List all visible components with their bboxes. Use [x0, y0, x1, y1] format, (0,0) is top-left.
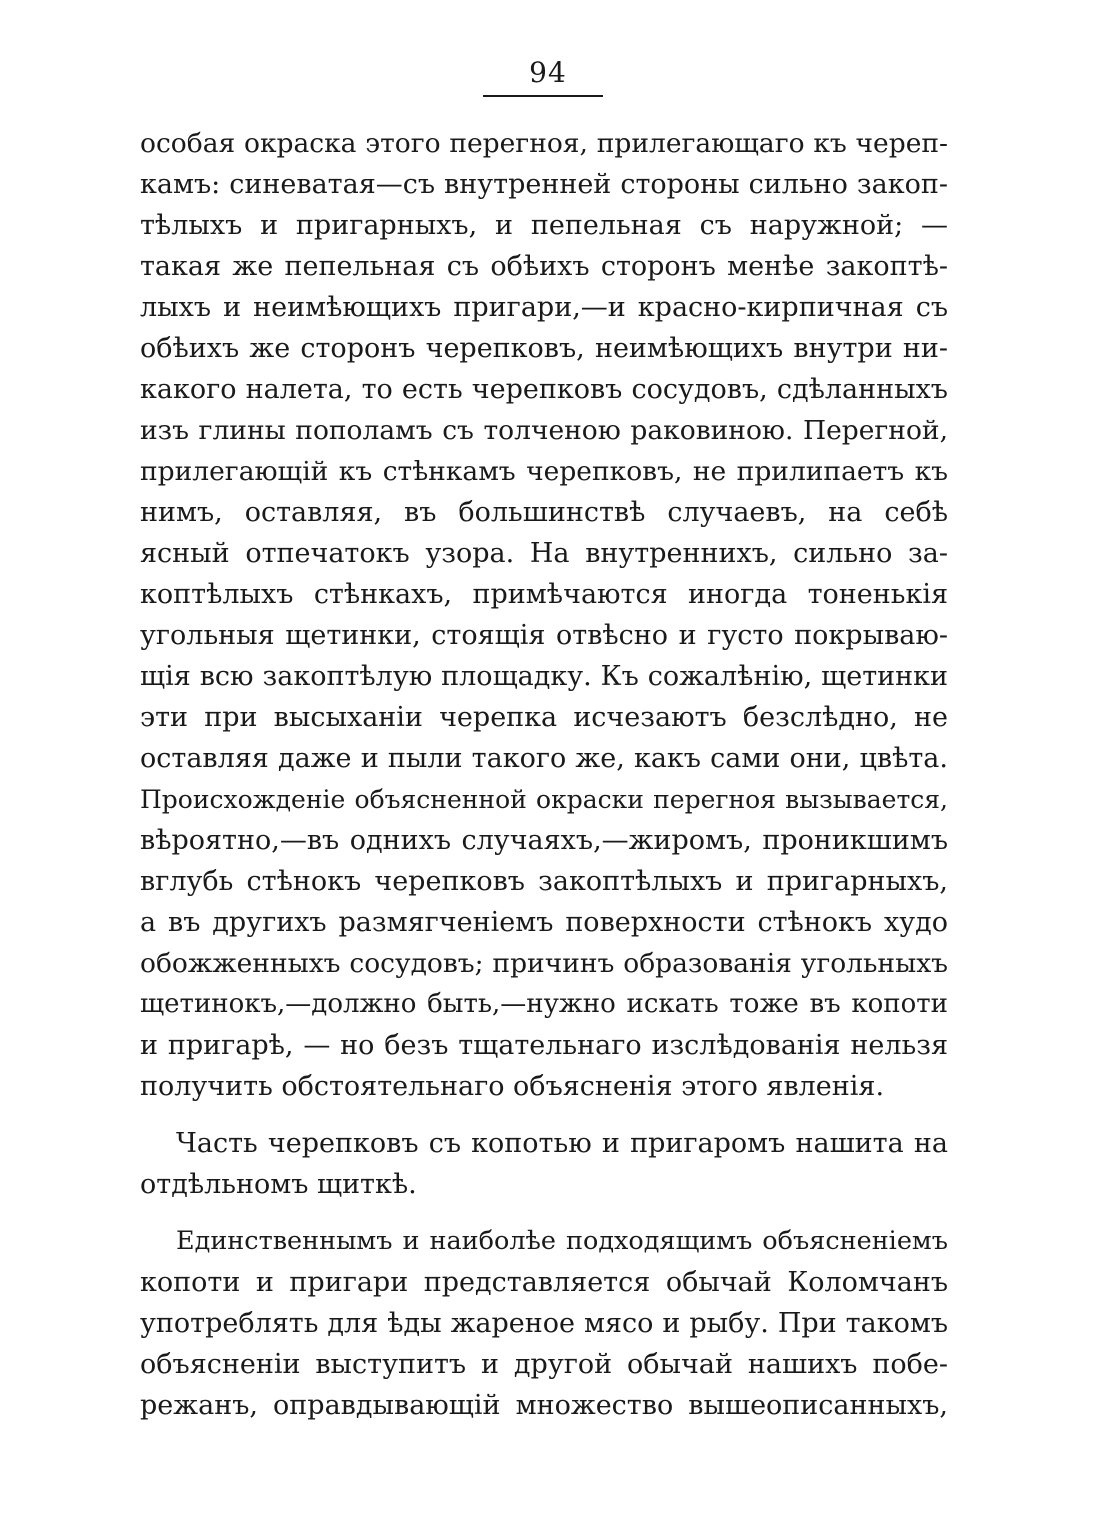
text-line: обѣихъ же сторонъ черепковъ, неимѣющихъ внутри ни-	[140, 333, 948, 364]
text-line: режанъ, оправдывающій множество вышеописанныхъ,	[140, 1390, 948, 1421]
text-line: обожженныхъ сосудовъ; причинъ образованія угольныхъ	[140, 948, 948, 979]
text-line: коптѣлыхъ стѣнкахъ, примѣчаются иногда тоненькія	[140, 579, 948, 610]
paragraph-gap	[140, 1107, 948, 1123]
text-line: и пригарѣ, — но безъ тщательнаго изслѣдованія нельзя	[140, 1030, 948, 1061]
text-line: особая окраска этого перегноя, прилегающаго къ череп-	[140, 128, 948, 159]
text-line: объясненіи выступитъ и другой обычай нашихъ побе-	[140, 1349, 948, 1380]
text-line: вглубь стѣнокъ черепковъ закоптѣлыхъ и пригарныхъ,	[140, 866, 948, 897]
text-line: Часть черепковъ съ копотью и пригаромъ нашита на	[176, 1128, 948, 1159]
body-text	[140, 123, 948, 1426]
text-line: оставляя даже и пыли такого же, какъ сами они, цвѣта.	[140, 743, 948, 774]
text-line: тѣлыхъ и пригарныхъ, и пепельная съ наружной; —	[140, 210, 948, 241]
text-line: камъ: синеватая—съ внутренней стороны сильно закоп-	[140, 169, 948, 200]
text-line: ясный отпечатокъ узора. На внутреннихъ, сильно за-	[140, 538, 948, 569]
text-line: щетинокъ,—должно быть,—нужно искать тоже въ копоти	[140, 989, 948, 1019]
paragraph	[140, 123, 948, 1107]
text-line: изъ глины пополамъ съ толченою раковиною. Перегной,	[140, 415, 948, 446]
text-line: отдѣльномъ щиткѣ.	[140, 1169, 417, 1200]
text-line: Происхожденіе объясненной окраски перегноя вызывается,	[140, 785, 948, 814]
header-rule	[483, 95, 603, 97]
text-line: Единственнымъ и наиболѣе подходящимъ объясненіемъ	[176, 1226, 948, 1256]
text-line: вѣроятно,—въ однихъ случаяхъ,—жиромъ, проникшимъ	[140, 825, 948, 856]
text-line: копоти и пригари представляется обычай Коломчанъ	[140, 1267, 948, 1298]
text-line: такая же пепельная съ обѣихъ сторонъ менѣе закоптѣ-	[140, 251, 948, 282]
text-line: а въ другихъ размягченіемъ поверхности стѣнокъ худо	[140, 907, 948, 938]
text-line: щія всю закоптѣлую площадку. Къ сожалѣнію, щетинки	[140, 661, 948, 692]
text-line: лыхъ и неимѣющихъ пригари,—и красно-кирпичная съ	[140, 292, 948, 323]
text-line: употреблять для ѣды жареное мясо и рыбу. При такомъ	[140, 1308, 948, 1339]
page-number: 94	[529, 56, 567, 89]
paragraph-gap	[140, 1205, 948, 1221]
text-line: угольныя щетинки, стоящія отвѣсно и густо покрываю-	[140, 620, 948, 651]
text-line: нимъ, оставляя, въ большинствѣ случаевъ, на себѣ	[140, 497, 948, 528]
text-line: прилегающій къ стѣнкамъ черепковъ, не прилипаетъ къ	[140, 456, 948, 487]
text-line: получить обстоятельнаго объясненія этого явленія.	[140, 1071, 885, 1102]
text-line: какого налета, то есть черепковъ сосудовъ, сдѣланныхъ	[140, 374, 948, 405]
paragraph	[140, 1221, 948, 1426]
text-line: эти при высыханіи черепка исчезаютъ безслѣдно, не	[140, 702, 948, 733]
paragraph	[140, 1123, 948, 1205]
